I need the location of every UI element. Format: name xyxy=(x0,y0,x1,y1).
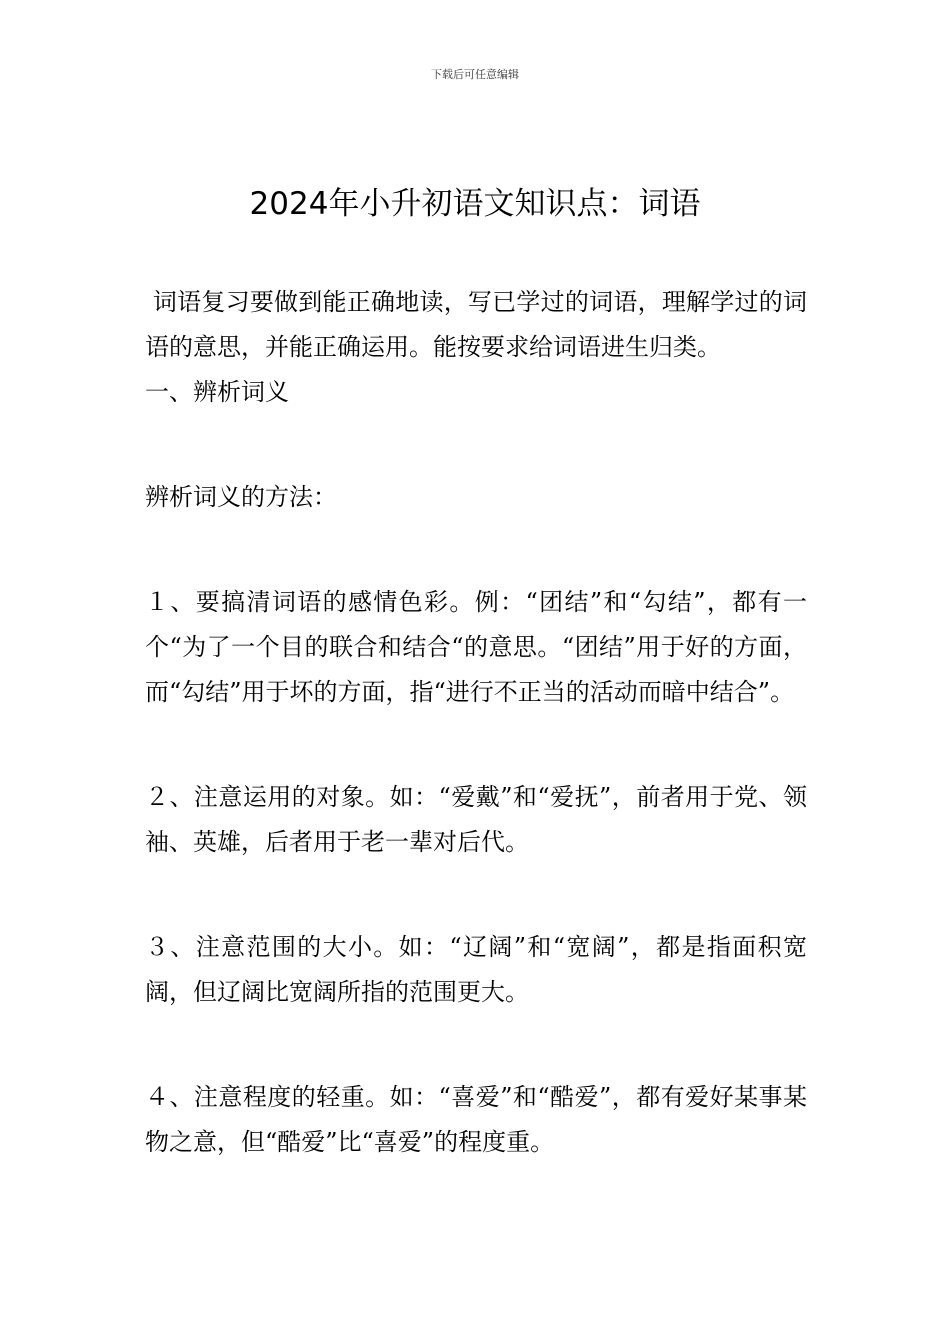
spacer xyxy=(145,520,807,580)
spacer xyxy=(145,715,807,775)
spacer xyxy=(145,1015,807,1075)
spacer xyxy=(145,865,807,925)
item-paragraph-3: ３、注意范围的大小。如：“辽阔”和“宽阔”，都是指面积宽阔，但辽阔比宽阔所指的范围更大。 xyxy=(145,933,807,1006)
document-title: 2024年小升初语文知识点：词语 xyxy=(249,186,701,222)
spacer xyxy=(145,415,807,475)
item-paragraph-4: ４、注意程度的轻重。如：“喜爱”和“酷爱”，都有爱好某事某物之意，但“酷爱”比“喜爱”的程度重。 xyxy=(145,1083,807,1156)
section-heading: 一、辨析词义 xyxy=(145,378,289,406)
method-heading: 辨析词义的方法： xyxy=(145,483,337,511)
page-header xyxy=(0,66,950,82)
header-text: 下载后可任意编辑 xyxy=(431,68,519,81)
intro-paragraph: 词语复习要做到能正确地读，写已学过的词语，理解学过的词语的意思，并能正确运用。能按要求给词语进生归类。 xyxy=(145,288,807,361)
item-paragraph-1: １、要搞清词语的感情色彩。例：“团结”和“勾结”，都有一个“为了一个目的联合和结合“的意思。“团结”用于好的方面，而“勾结”用于坏的方面，指“进行不正当的活动而暗中结合”。 xyxy=(145,588,807,706)
item-paragraph-2: ２、注意运用的对象。如：“爱戴”和“爱抚”，前者用于党、领袖、英雄，后者用于老一辈对后代。 xyxy=(145,783,807,856)
document-body xyxy=(145,280,807,1165)
